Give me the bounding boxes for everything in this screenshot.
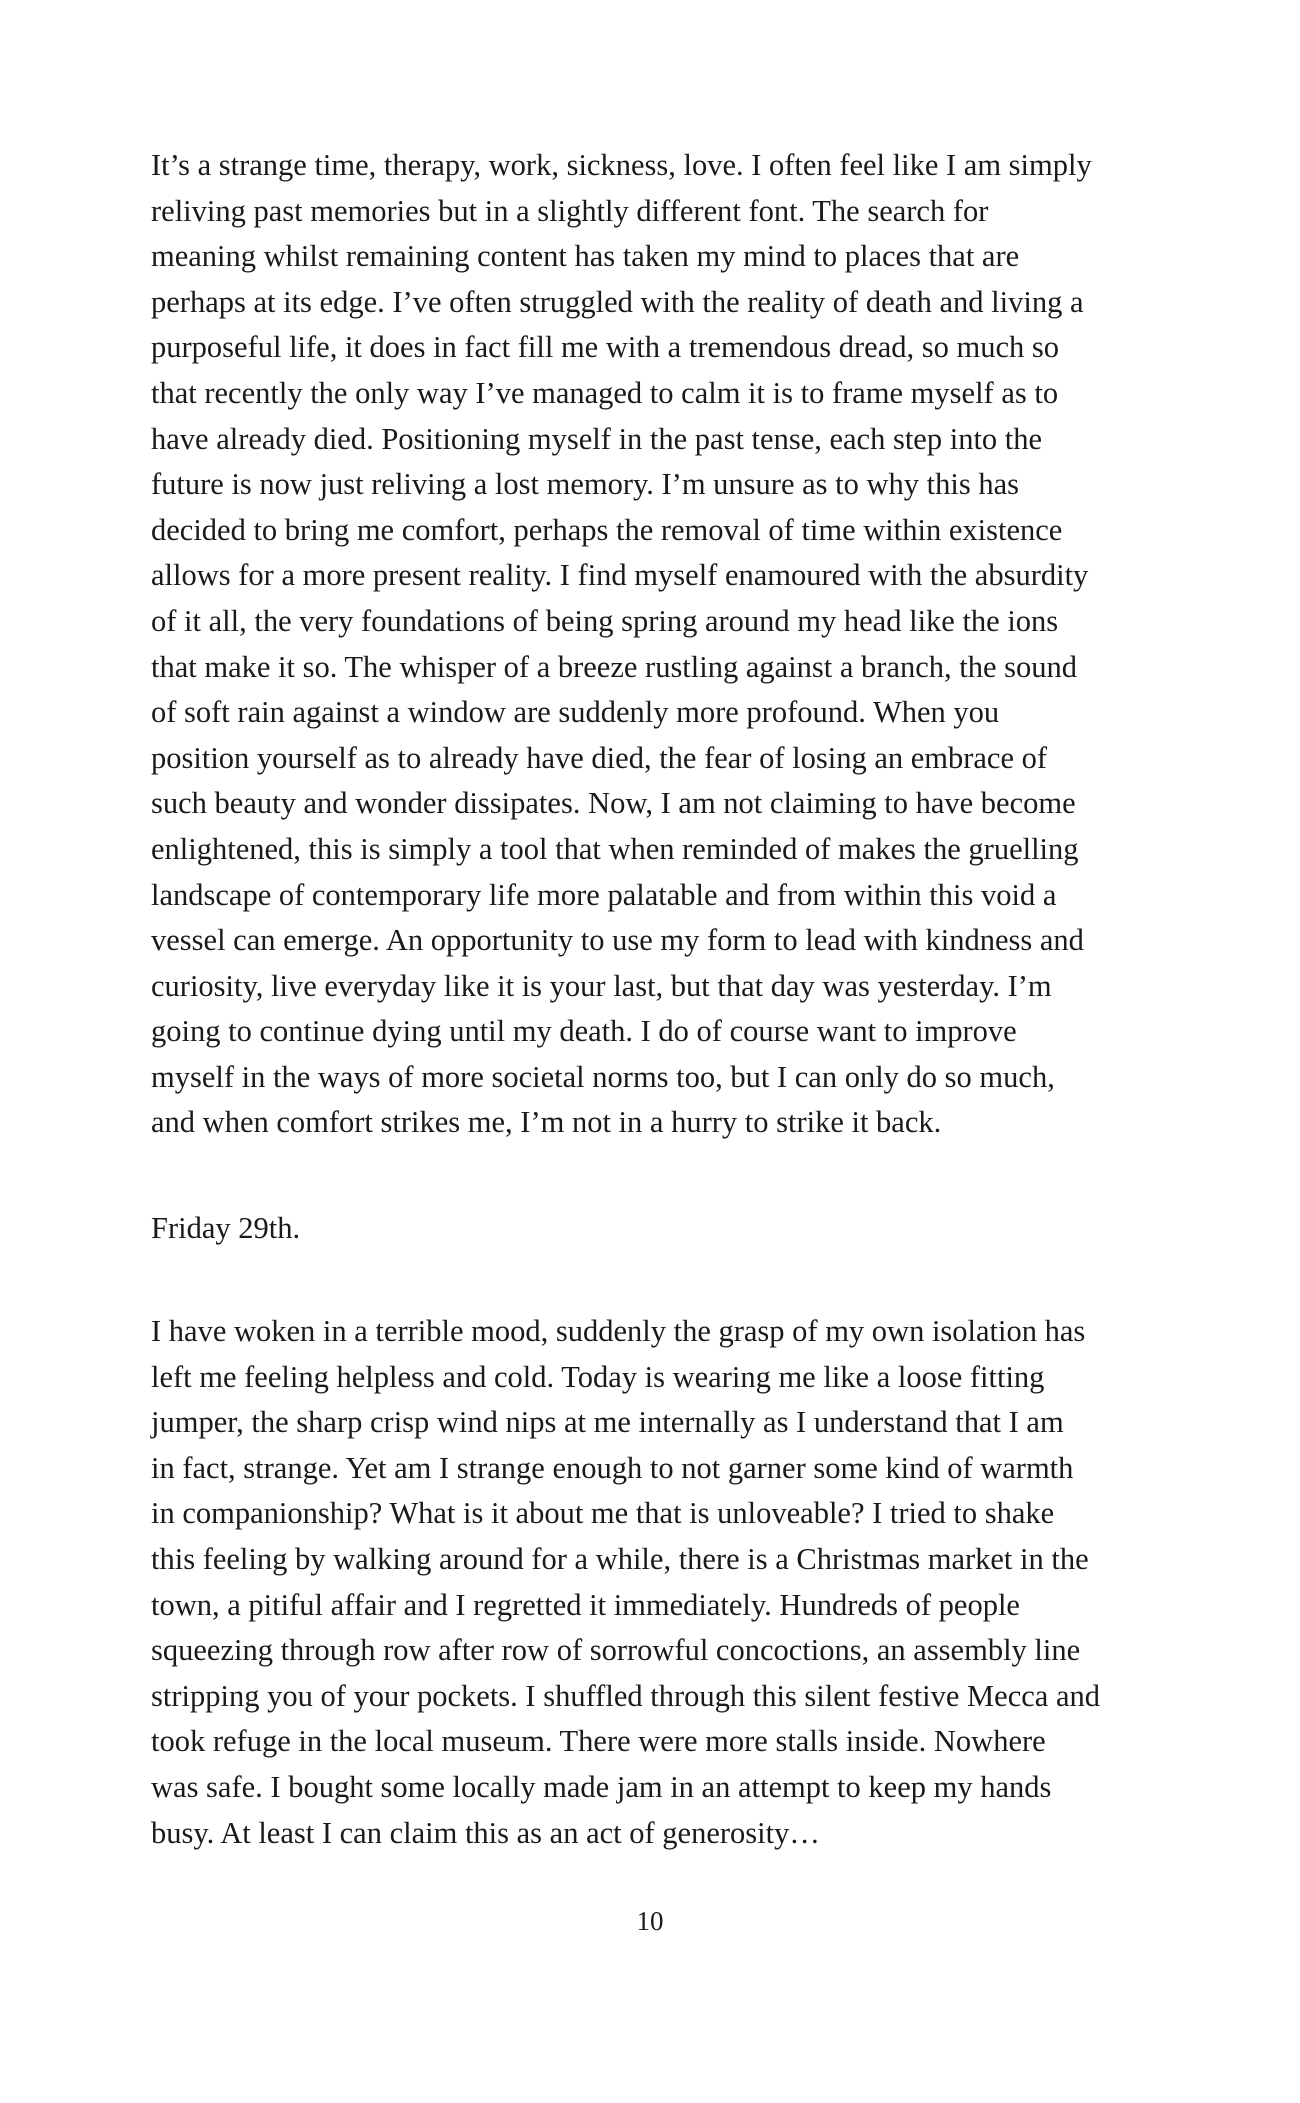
paragraph-line: stripping you of your pockets. I shuffled through this silent festive Mecca and [151,1678,1100,1713]
paragraph-line: jumper, the sharp crisp wind nips at me internally as I understand that I am [151,1405,1064,1440]
date-heading-text: Friday 29th. [151,1211,301,1245]
paragraph-line: in companionship? What is it about me that is unloveable? I tried to shake [151,1496,1055,1531]
paragraph-line: and when comfort strikes me, I’m not in a hurry to strike it back. [151,1105,942,1140]
paragraph-line: enlightened, this is simply a tool that when reminded of makes the gruelling [151,831,1079,866]
paragraph-line: such beauty and wonder dissipates. Now, I am not claiming to have become [151,786,1076,821]
paragraph-line: allows for a more present reality. I find myself enamoured with the absurdity [151,558,1089,593]
paragraph-line: took refuge in the local museum. There were more stalls inside. Nowhere [151,1724,1046,1759]
paragraph-line: town, a pitiful affair and I regretted it immediately. Hundreds of people [151,1587,1020,1622]
date-heading [151,1206,1161,1252]
paragraph-line: reliving past memories but in a slightly different font. The search for [151,193,989,228]
paragraph-line: perhaps at its edge. I’ve often struggled with the reality of death and living a [151,284,1084,319]
paragraph-line: curiosity, live everyday like it is your last, but that day was yesterday. I’m [151,968,1052,1003]
paragraph-line: It’s a strange time, therapy, work, sickness, love. I often feel like I am simply [151,148,1092,182]
paragraph-line: going to continue dying until my death. I do of course want to improve [151,1014,1017,1049]
paragraph-line: position yourself as to already have died, the fear of losing an embrace of [151,740,1048,775]
paragraph-line: myself in the ways of more societal norms too, but I can only do so much, [151,1059,1055,1094]
paragraph-line: of soft rain against a window are suddenly more profound. When you [151,695,1000,730]
paragraph-2 [151,1309,1161,1856]
paragraph-line: landscape of contemporary life more palatable and from within this void a [151,877,1057,912]
paragraph-line: that recently the only way I’ve managed to calm it is to frame myself as to [151,375,1059,410]
paragraph-line: was safe. I bought some locally made jam in an attempt to keep my hands [151,1769,1052,1804]
paragraph-line: purposeful life, it does in fact fill me with a tremendous dread, so much so [151,330,1060,365]
paragraph-line: busy. At least I can claim this as an act of generosity… [151,1815,820,1850]
paragraph-line: squeezing through row after row of sorrowful concoctions, an assembly line [151,1633,1081,1668]
paragraph-line: I have woken in a terrible mood, suddenly the grasp of my own isolation has [151,1314,1086,1348]
paragraph-line: decided to bring me comfort, perhaps the removal of time within existence [151,512,1063,547]
paragraph-line: meaning whilst remaining content has taken my mind to places that are [151,239,1020,274]
paragraph-line: of it all, the very foundations of being spring around my head like the ions [151,603,1059,638]
paragraph-line: vessel can emerge. An opportunity to use my form to lead with kindness and [151,923,1084,958]
paragraph-line: this feeling by walking around for a while, there is a Christmas market in the [151,1541,1089,1576]
paragraph-line: future is now just reliving a lost memory. I’m unsure as to why this has [151,467,1019,502]
page-number: 10 [636,1906,664,1936]
paragraph-line: left me feeling helpless and cold. Today is wearing me like a loose fitting [151,1359,1045,1394]
paragraph-line: have already died. Positioning myself in the past tense, each step into the [151,421,1043,456]
paragraph-1 [151,143,1161,1146]
paragraph-line: that make it so. The whisper of a breeze rustling against a branch, the sound [151,649,1078,684]
paragraph-line: in fact, strange. Yet am I strange enough to not garner some kind of warmth [151,1450,1074,1485]
